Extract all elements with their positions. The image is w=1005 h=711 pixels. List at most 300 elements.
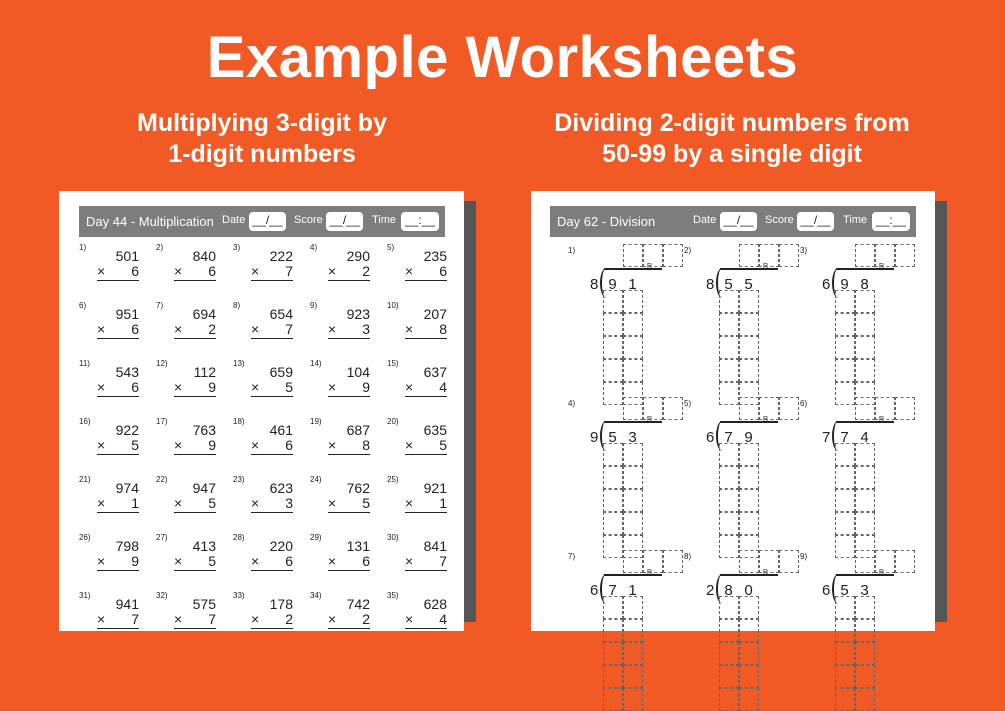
problem-number: 3)	[800, 246, 808, 255]
remainder-label: R	[879, 263, 885, 270]
multiplier-row	[405, 379, 447, 397]
work-cell[interactable]	[719, 359, 739, 382]
work-cell[interactable]	[855, 642, 875, 665]
dividend-ones: 1	[628, 276, 637, 293]
times-operator: ×	[174, 495, 183, 511]
times-operator: ×	[251, 553, 260, 569]
remainder-cell[interactable]	[779, 397, 799, 420]
problem-number: 1)	[568, 246, 576, 255]
multiplication-problem	[310, 243, 370, 283]
multiplier-row	[405, 495, 447, 513]
work-cell[interactable]	[603, 489, 623, 512]
work-cell[interactable]	[623, 642, 643, 665]
work-cell[interactable]	[603, 596, 623, 619]
work-cell[interactable]	[603, 313, 623, 336]
multiplication-problem	[156, 243, 216, 283]
multiplication-problem	[156, 591, 216, 631]
division-problem	[800, 399, 930, 549]
multiplication-problem	[79, 533, 139, 573]
score-field[interactable]: __/__	[326, 212, 363, 231]
multiplier: 4	[439, 379, 447, 395]
answer-cell[interactable]	[855, 244, 875, 267]
multiplicand: 921	[423, 480, 447, 496]
work-cell[interactable]	[719, 290, 739, 313]
multiplier-row	[97, 321, 139, 339]
work-cell[interactable]	[739, 290, 759, 313]
work-cell[interactable]	[835, 688, 855, 711]
multiplication-problem	[79, 243, 139, 283]
work-cell[interactable]	[835, 336, 855, 359]
work-cell[interactable]	[835, 596, 855, 619]
multiplier-row	[328, 263, 370, 281]
problem-number: 9)	[310, 301, 318, 310]
remainder-label: R	[763, 416, 769, 423]
work-cell[interactable]	[739, 489, 759, 512]
division-problem	[568, 552, 698, 702]
answer-cell[interactable]	[643, 550, 663, 573]
multiplier-row	[328, 495, 370, 513]
score-label: Score	[294, 214, 323, 226]
work-cell[interactable]	[835, 466, 855, 489]
dividend-tens: 9	[608, 276, 617, 293]
work-cell[interactable]	[855, 512, 875, 535]
multiplier: 3	[285, 495, 293, 511]
multiplicand: 654	[269, 306, 293, 322]
dividend-ones: 8	[860, 276, 869, 293]
problem-number: 25)	[387, 475, 399, 484]
answer-cell[interactable]	[875, 397, 895, 420]
remainder-cell[interactable]	[895, 397, 915, 420]
work-cell[interactable]	[739, 336, 759, 359]
times-operator: ×	[174, 263, 183, 279]
work-cell[interactable]	[623, 336, 643, 359]
times-operator: ×	[328, 379, 337, 395]
dividend-tens: 5	[724, 276, 733, 293]
divisor: 9	[590, 429, 599, 446]
multiplier: 3	[362, 321, 370, 337]
multiplier: 6	[362, 553, 370, 569]
multiplication-problem	[387, 359, 447, 399]
multiplier: 6	[208, 263, 216, 279]
problem-number: 6)	[79, 301, 87, 310]
work-cell[interactable]	[835, 619, 855, 642]
division-bar	[604, 574, 662, 576]
times-operator: ×	[405, 379, 414, 395]
answer-cell[interactable]	[875, 244, 895, 267]
work-cell[interactable]	[739, 642, 759, 665]
work-cell[interactable]	[719, 619, 739, 642]
problem-number: 24)	[310, 475, 322, 484]
work-cell[interactable]	[835, 443, 855, 466]
right-subtitle-line2: 50-99 by a single digit	[602, 140, 862, 168]
work-cell[interactable]	[855, 313, 875, 336]
problem-number: 8)	[684, 552, 692, 561]
times-operator: ×	[328, 437, 337, 453]
multiplication-problem	[156, 417, 216, 457]
multiplicand: 104	[346, 364, 370, 380]
multiplication-problem	[233, 359, 293, 399]
multiplier-row	[97, 263, 139, 281]
multiplier-row	[405, 611, 447, 629]
multiplier-row	[405, 437, 447, 455]
problem-number: 7)	[568, 552, 576, 561]
work-cell[interactable]	[603, 290, 623, 313]
problem-number: 20)	[387, 417, 399, 426]
problem-number: 13)	[233, 359, 245, 368]
multiplication-problem	[233, 243, 293, 283]
work-cell[interactable]	[623, 489, 643, 512]
problem-number: 29)	[310, 533, 322, 542]
division-worksheet	[531, 191, 935, 631]
worksheet-header	[550, 206, 916, 237]
multiplier-row	[174, 553, 216, 571]
dividend-tens: 8	[724, 582, 733, 599]
remainder-cell[interactable]	[895, 244, 915, 267]
problem-number: 11)	[79, 359, 90, 368]
multiplication-problem	[233, 591, 293, 631]
multiplier-row	[97, 611, 139, 629]
remainder-label: R	[647, 569, 653, 576]
multiplier: 6	[131, 379, 139, 395]
remainder-cell[interactable]	[779, 550, 799, 573]
multiplicand: 222	[269, 248, 293, 264]
divisor: 6	[706, 429, 715, 446]
work-cell[interactable]	[719, 512, 739, 535]
worksheet-title: Day 44 - Multiplication	[86, 214, 214, 229]
multiplicand: 628	[423, 596, 447, 612]
score-field[interactable]: __/__	[797, 212, 834, 231]
problem-number: 8)	[233, 301, 241, 310]
multiplication-problem	[156, 301, 216, 341]
multiplicand: 974	[115, 480, 139, 496]
problem-number: 6)	[800, 399, 808, 408]
answer-cell[interactable]	[623, 244, 643, 267]
dividend-ones: 4	[860, 429, 869, 446]
worksheet-header	[79, 206, 445, 237]
problem-number: 14)	[310, 359, 322, 368]
problem-number: 19)	[310, 417, 322, 426]
problem-number: 5)	[387, 243, 395, 252]
work-cell[interactable]	[603, 688, 623, 711]
work-cell[interactable]	[855, 290, 875, 313]
multiplicand: 923	[346, 306, 370, 322]
work-cell[interactable]	[603, 665, 623, 688]
multiplication-problem	[233, 533, 293, 573]
work-cell[interactable]	[739, 313, 759, 336]
dividend-ones: 0	[744, 582, 753, 599]
multiplier-row	[251, 495, 293, 513]
work-cell[interactable]	[603, 466, 623, 489]
problem-number: 4)	[310, 243, 318, 252]
work-cell[interactable]	[719, 489, 739, 512]
multiplicand: 207	[423, 306, 447, 322]
division-bar	[604, 421, 662, 423]
multiplier-row	[97, 379, 139, 397]
problem-number: 18)	[233, 417, 245, 426]
work-cell[interactable]	[835, 313, 855, 336]
multiplication-problem	[79, 301, 139, 341]
remainder-cell[interactable]	[663, 550, 683, 573]
work-cell[interactable]	[739, 359, 759, 382]
remainder-cell[interactable]	[663, 244, 683, 267]
problem-number: 2)	[156, 243, 164, 252]
work-cell[interactable]	[603, 642, 623, 665]
work-cell[interactable]	[603, 359, 623, 382]
work-cell[interactable]	[855, 336, 875, 359]
work-cell[interactable]	[835, 290, 855, 313]
multiplier: 7	[439, 553, 447, 569]
work-cell[interactable]	[623, 290, 643, 313]
times-operator: ×	[405, 437, 414, 453]
work-cell[interactable]	[623, 359, 643, 382]
problem-number: 30)	[387, 533, 399, 542]
multiplier: 1	[439, 495, 447, 511]
multiplication-problem	[387, 417, 447, 457]
work-cell[interactable]	[835, 489, 855, 512]
answer-cell[interactable]	[875, 550, 895, 573]
date-field[interactable]: __/__	[249, 212, 286, 231]
remainder-label: R	[647, 263, 653, 270]
work-cell[interactable]	[719, 688, 739, 711]
multiplier: 8	[362, 437, 370, 453]
work-cell[interactable]	[719, 596, 739, 619]
work-cell[interactable]	[739, 512, 759, 535]
multiplication-problem	[156, 533, 216, 573]
multiplicand: 742	[346, 596, 370, 612]
work-cell[interactable]	[719, 313, 739, 336]
work-cell[interactable]	[855, 596, 875, 619]
answer-cell[interactable]	[759, 244, 779, 267]
multiplier-row	[251, 553, 293, 571]
multiplicand: 841	[423, 538, 447, 554]
work-cell[interactable]	[603, 619, 623, 642]
work-cell[interactable]	[835, 512, 855, 535]
work-cell[interactable]	[739, 443, 759, 466]
work-cell[interactable]	[623, 665, 643, 688]
divisor: 2	[706, 582, 715, 599]
work-cell[interactable]	[603, 443, 623, 466]
multiplier: 9	[362, 379, 370, 395]
work-cell[interactable]	[623, 466, 643, 489]
division-problem	[568, 399, 698, 549]
multiplicand: 687	[346, 422, 370, 438]
times-operator: ×	[97, 611, 106, 627]
times-operator: ×	[97, 553, 106, 569]
times-operator: ×	[97, 495, 106, 511]
multiplication-problem	[310, 417, 370, 457]
answer-cell[interactable]	[739, 550, 759, 573]
multiplication-problem	[156, 359, 216, 399]
multiplier: 9	[208, 437, 216, 453]
right-subtitle	[532, 108, 932, 170]
answer-cell[interactable]	[739, 397, 759, 420]
work-cell[interactable]	[603, 336, 623, 359]
answer-cell[interactable]	[623, 550, 643, 573]
problem-number: 34)	[310, 591, 322, 600]
multiplier-row	[328, 611, 370, 629]
problem-number: 33)	[233, 591, 245, 600]
answer-cell[interactable]	[643, 397, 663, 420]
division-bar	[604, 268, 662, 270]
multiplicand: 947	[192, 480, 216, 496]
remainder-cell[interactable]	[663, 397, 683, 420]
work-cell[interactable]	[855, 489, 875, 512]
times-operator: ×	[174, 379, 183, 395]
times-operator: ×	[251, 321, 260, 337]
problem-number: 5)	[684, 399, 692, 408]
multiplier: 7	[285, 263, 293, 279]
problem-number: 22)	[156, 475, 168, 484]
left-subtitle	[62, 108, 462, 170]
left-subtitle-line1: Multiplying 3-digit by	[137, 109, 387, 137]
multiplier-row	[174, 263, 216, 281]
dividend-ones: 1	[628, 582, 637, 599]
division-bar	[836, 574, 894, 576]
time-field[interactable]: __:__	[872, 212, 910, 231]
work-cell[interactable]	[739, 466, 759, 489]
multiplication-problem	[79, 417, 139, 457]
multiplier-row	[174, 437, 216, 455]
problem-number: 17)	[156, 417, 168, 426]
answer-cell[interactable]	[759, 550, 779, 573]
multiplier-row	[251, 437, 293, 455]
multiplication-problem	[310, 591, 370, 631]
answer-cell[interactable]	[643, 244, 663, 267]
work-cell[interactable]	[739, 688, 759, 711]
work-cell[interactable]	[719, 443, 739, 466]
work-cell[interactable]	[855, 665, 875, 688]
work-cell[interactable]	[835, 642, 855, 665]
time-field[interactable]: __:__	[401, 212, 439, 231]
multiplication-problem	[387, 301, 447, 341]
work-cell[interactable]	[623, 596, 643, 619]
times-operator: ×	[328, 611, 337, 627]
remainder-cell[interactable]	[779, 244, 799, 267]
dividend-tens: 7	[840, 429, 849, 446]
work-cell[interactable]	[739, 619, 759, 642]
multiplier-row	[251, 379, 293, 397]
work-cell[interactable]	[855, 688, 875, 711]
multiplier-row	[405, 263, 447, 281]
work-cell[interactable]	[603, 512, 623, 535]
work-cell[interactable]	[719, 665, 739, 688]
multiplier: 2	[285, 611, 293, 627]
multiplicand: 840	[192, 248, 216, 264]
work-cell[interactable]	[855, 466, 875, 489]
problem-number: 4)	[568, 399, 576, 408]
answer-cell[interactable]	[623, 397, 643, 420]
times-operator: ×	[251, 495, 260, 511]
work-cell[interactable]	[719, 642, 739, 665]
division-problem	[684, 246, 814, 396]
divisor: 6	[590, 582, 599, 599]
times-operator: ×	[97, 379, 106, 395]
answer-cell[interactable]	[759, 397, 779, 420]
remainder-label: R	[647, 416, 653, 423]
division-sheet-shadow	[935, 201, 947, 622]
times-operator: ×	[174, 321, 183, 337]
multiplier: 7	[285, 321, 293, 337]
answer-cell[interactable]	[739, 244, 759, 267]
multiplication-problem	[387, 475, 447, 515]
work-cell[interactable]	[739, 596, 759, 619]
times-operator: ×	[97, 437, 106, 453]
work-cell[interactable]	[623, 313, 643, 336]
multiplier-row	[328, 437, 370, 455]
work-cell[interactable]	[855, 619, 875, 642]
division-bar	[720, 574, 778, 576]
work-cell[interactable]	[855, 443, 875, 466]
multiplicand: 694	[192, 306, 216, 322]
multiplier: 7	[208, 611, 216, 627]
multiplicand: 623	[269, 480, 293, 496]
problem-number: 9)	[800, 552, 808, 561]
work-cell[interactable]	[719, 466, 739, 489]
date-field[interactable]: __/__	[720, 212, 757, 231]
problem-number: 35)	[387, 591, 399, 600]
times-operator: ×	[405, 321, 414, 337]
multiplier: 4	[439, 611, 447, 627]
times-operator: ×	[328, 263, 337, 279]
remainder-label: R	[879, 416, 885, 423]
multiplier: 5	[285, 379, 293, 395]
remainder-label: R	[879, 569, 885, 576]
division-problem	[684, 399, 814, 549]
problem-number: 12)	[156, 359, 168, 368]
work-cell[interactable]	[719, 336, 739, 359]
times-operator: ×	[174, 611, 183, 627]
multiplier: 2	[362, 611, 370, 627]
times-operator: ×	[251, 263, 260, 279]
work-cell[interactable]	[835, 665, 855, 688]
division-problem	[800, 552, 930, 702]
dividend-ones: 9	[744, 429, 753, 446]
remainder-label: R	[763, 569, 769, 576]
work-cell[interactable]	[623, 443, 643, 466]
answer-cell[interactable]	[855, 397, 875, 420]
division-bar	[836, 268, 894, 270]
multiplier-row	[97, 553, 139, 571]
times-operator: ×	[251, 379, 260, 395]
multiplication-problem	[387, 591, 447, 631]
work-cell[interactable]	[855, 359, 875, 382]
answer-cell[interactable]	[855, 550, 875, 573]
multiplier: 6	[131, 321, 139, 337]
multiplier: 2	[362, 263, 370, 279]
problem-number: 1)	[79, 243, 87, 252]
problem-number: 31)	[79, 591, 91, 600]
multiplier: 9	[208, 379, 216, 395]
multiplier: 5	[439, 437, 447, 453]
problem-number: 10)	[387, 301, 399, 310]
dividend-tens: 5	[608, 429, 617, 446]
dividend-tens: 7	[608, 582, 617, 599]
work-cell[interactable]	[623, 512, 643, 535]
work-cell[interactable]	[739, 665, 759, 688]
work-cell[interactable]	[623, 619, 643, 642]
multiplication-problem	[233, 475, 293, 515]
work-cell[interactable]	[835, 359, 855, 382]
divisor: 8	[590, 276, 599, 293]
work-cell[interactable]	[623, 688, 643, 711]
times-operator: ×	[405, 263, 414, 279]
problem-number: 23)	[233, 475, 245, 484]
multiplier-row	[97, 495, 139, 513]
times-operator: ×	[251, 611, 260, 627]
date-label: Date	[222, 214, 246, 226]
multiplication-problem	[310, 475, 370, 515]
remainder-cell[interactable]	[895, 550, 915, 573]
